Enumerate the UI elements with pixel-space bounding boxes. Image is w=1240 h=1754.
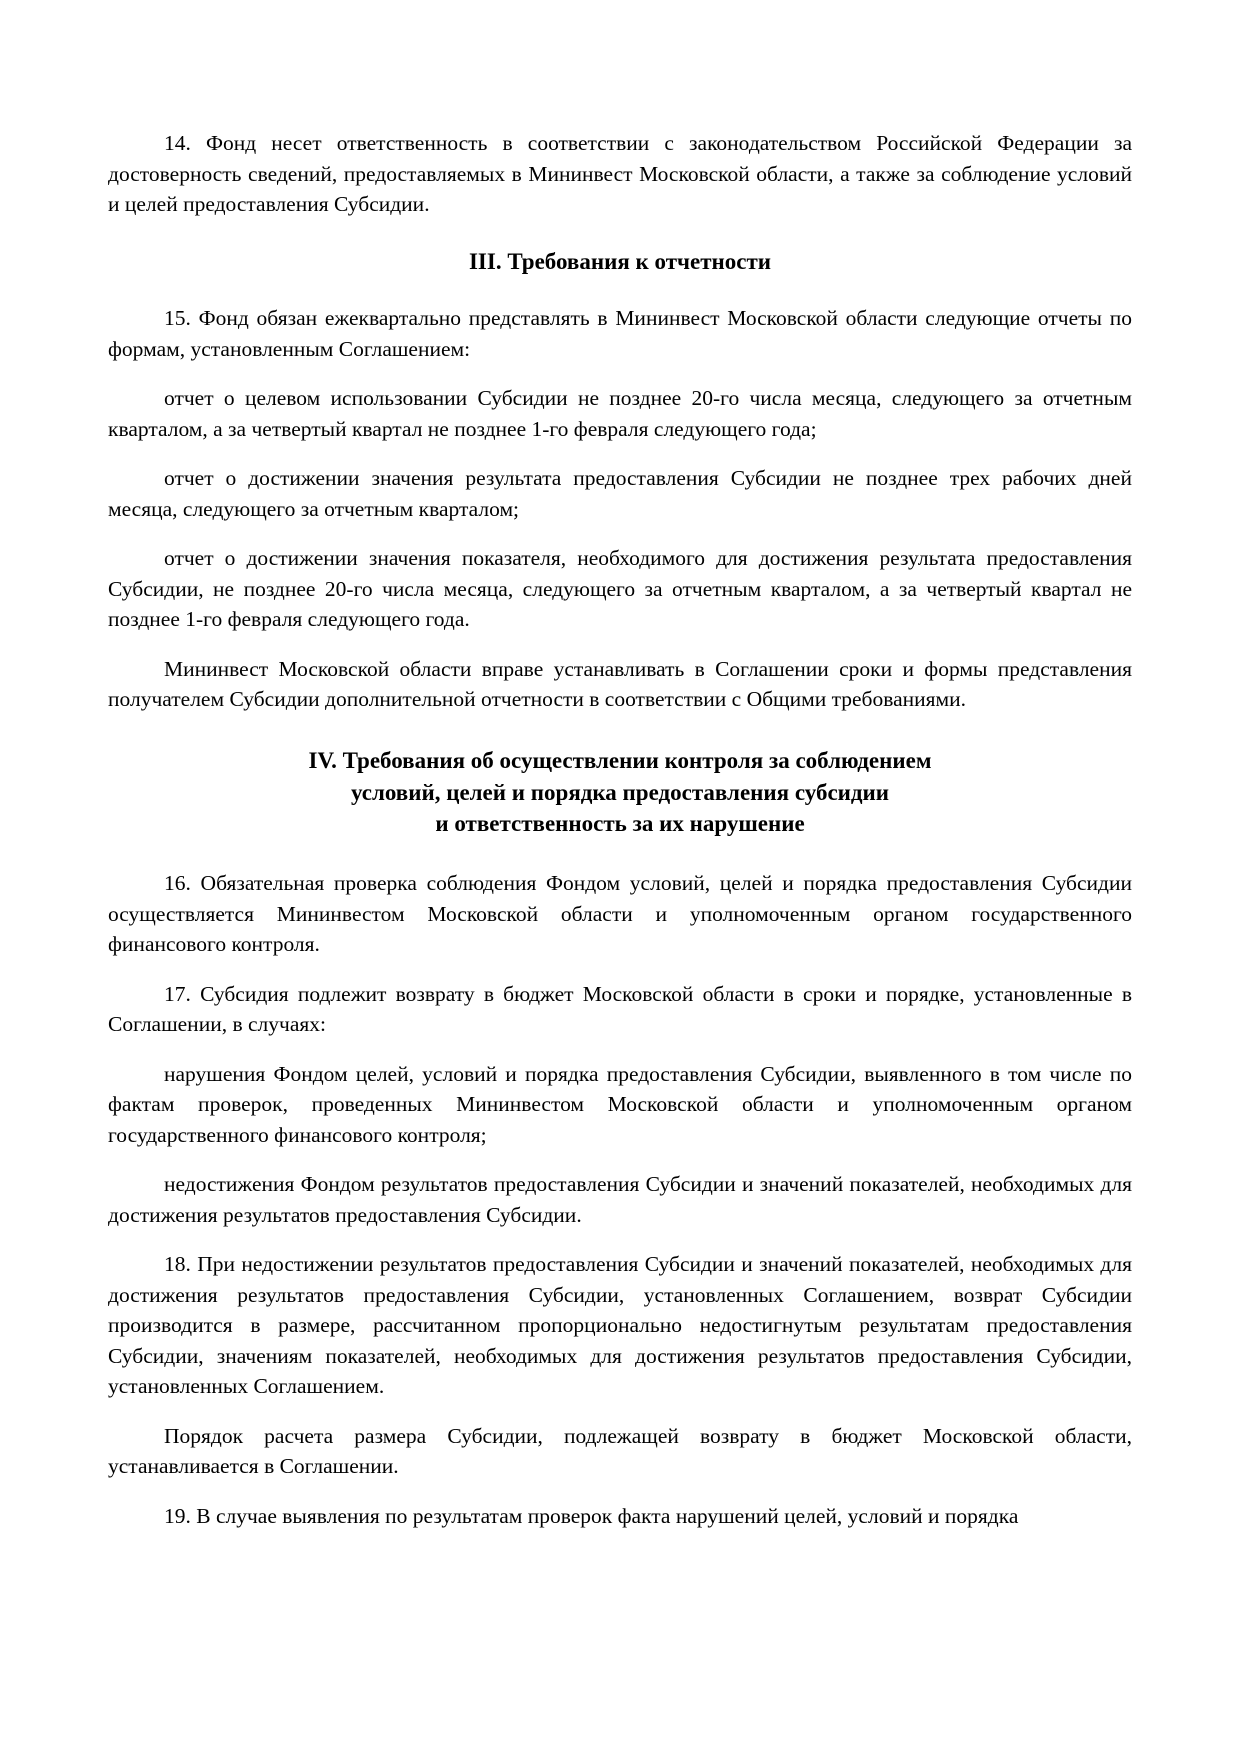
paragraph-17-item-1: нарушения Фондом целей, условий и порядка предоставления Субсидии, выявленного в том числе по фактам проверок, проведенных Мининвестом Московской области и уполномоченным органом государственного финансового контроля; (108, 1061, 1132, 1147)
section-heading-iv-line-1: IV. Требования об осуществлении контроля за соблюдением (308, 747, 932, 773)
section-heading-iv (108, 745, 1132, 840)
paragraph-additional-reporting: Мининвест Московской области вправе устанавливать в Соглашении сроки и формы представления получателем Субсидии дополнительной отчетности в соответствии с Общими требованиями. (108, 656, 1132, 712)
paragraph-15-item-1: отчет о целевом использовании Субсидии не позднее 20-го числа месяца, следующего за отчетным кварталом, а за четвертый квартал не позднее 1-го февраля следующего года; (108, 386, 1132, 441)
section-heading-iii (108, 246, 1132, 278)
paragraph-15-item-2: отчет о достижении значения результата предоставления Субсидии не позднее трех рабочих дней месяца, следующего за отчетным кварталом; (108, 466, 1132, 521)
paragraph-17-item-2: недостижения Фондом результатов предоставления Субсидии и значений показателей, необходимых для достижения результатов предоставления Субсидии. (108, 1172, 1132, 1227)
section-heading-iii-line-1: III. Требования к отчетности (468, 248, 772, 274)
paragraph-15: 15. Фонд обязан ежеквартально представлять в Мининвест Московской области следующие отчеты по формам, установленным Соглашением: (108, 306, 1132, 361)
paragraph-16: 16. Обязательная проверка соблюдения Фондом условий, целей и порядка предоставления Субсидии осуществляется Мининвестом Московской области и уполномоченным органом государственного финансового контроля. (108, 871, 1132, 957)
paragraph-17: 17. Субсидия подлежит возврату в бюджет Московской области в сроки и порядке, установленные в Соглашении, в случаях: (108, 981, 1132, 1037)
paragraph-return-calculation: Порядок расчета размера Субсидии, подлежащей возврату в бюджет Московской области, устанавливается в Соглашении. (108, 1423, 1132, 1479)
paragraph-15-item-3: отчет о достижении значения показателя, необходимого для достижения результата предоставления Субсидии, не позднее 20-го числа месяца, следующего за отчетным кварталом, а за четвертый квартал не позднее 1-го февраля следующего года. (108, 546, 1132, 632)
paragraph-14: 14. Фонд несет ответственность в соответствии с законодательством Российской Федерации за достоверность сведений, предоставляемых в Мининвест Московской области, а также за соблюдение условий и целей предоставления Субсидии. (108, 131, 1132, 217)
section-heading-iv-line-2: условий, целей и порядка предоставления субсидии (350, 779, 890, 805)
paragraph-19: 19. В случае выявления по результатам проверок факта нарушений целей, условий и порядка (164, 1503, 1019, 1528)
paragraph-18: 18. При недостижении результатов предоставления Субсидии и значений показателей, необходимых для достижения результатов предоставления Субсидии, установленных Соглашением, возврат Субсидии производится в размере, рассчитанном пропорционально недостигнутым результатам предоставления Субсидии, значениям показателей, необходимых для достижения результатов предоставления Субсидии, установленных Соглашением. (108, 1252, 1132, 1399)
section-heading-iv-line-3: и ответственность за их нарушение (435, 811, 805, 837)
